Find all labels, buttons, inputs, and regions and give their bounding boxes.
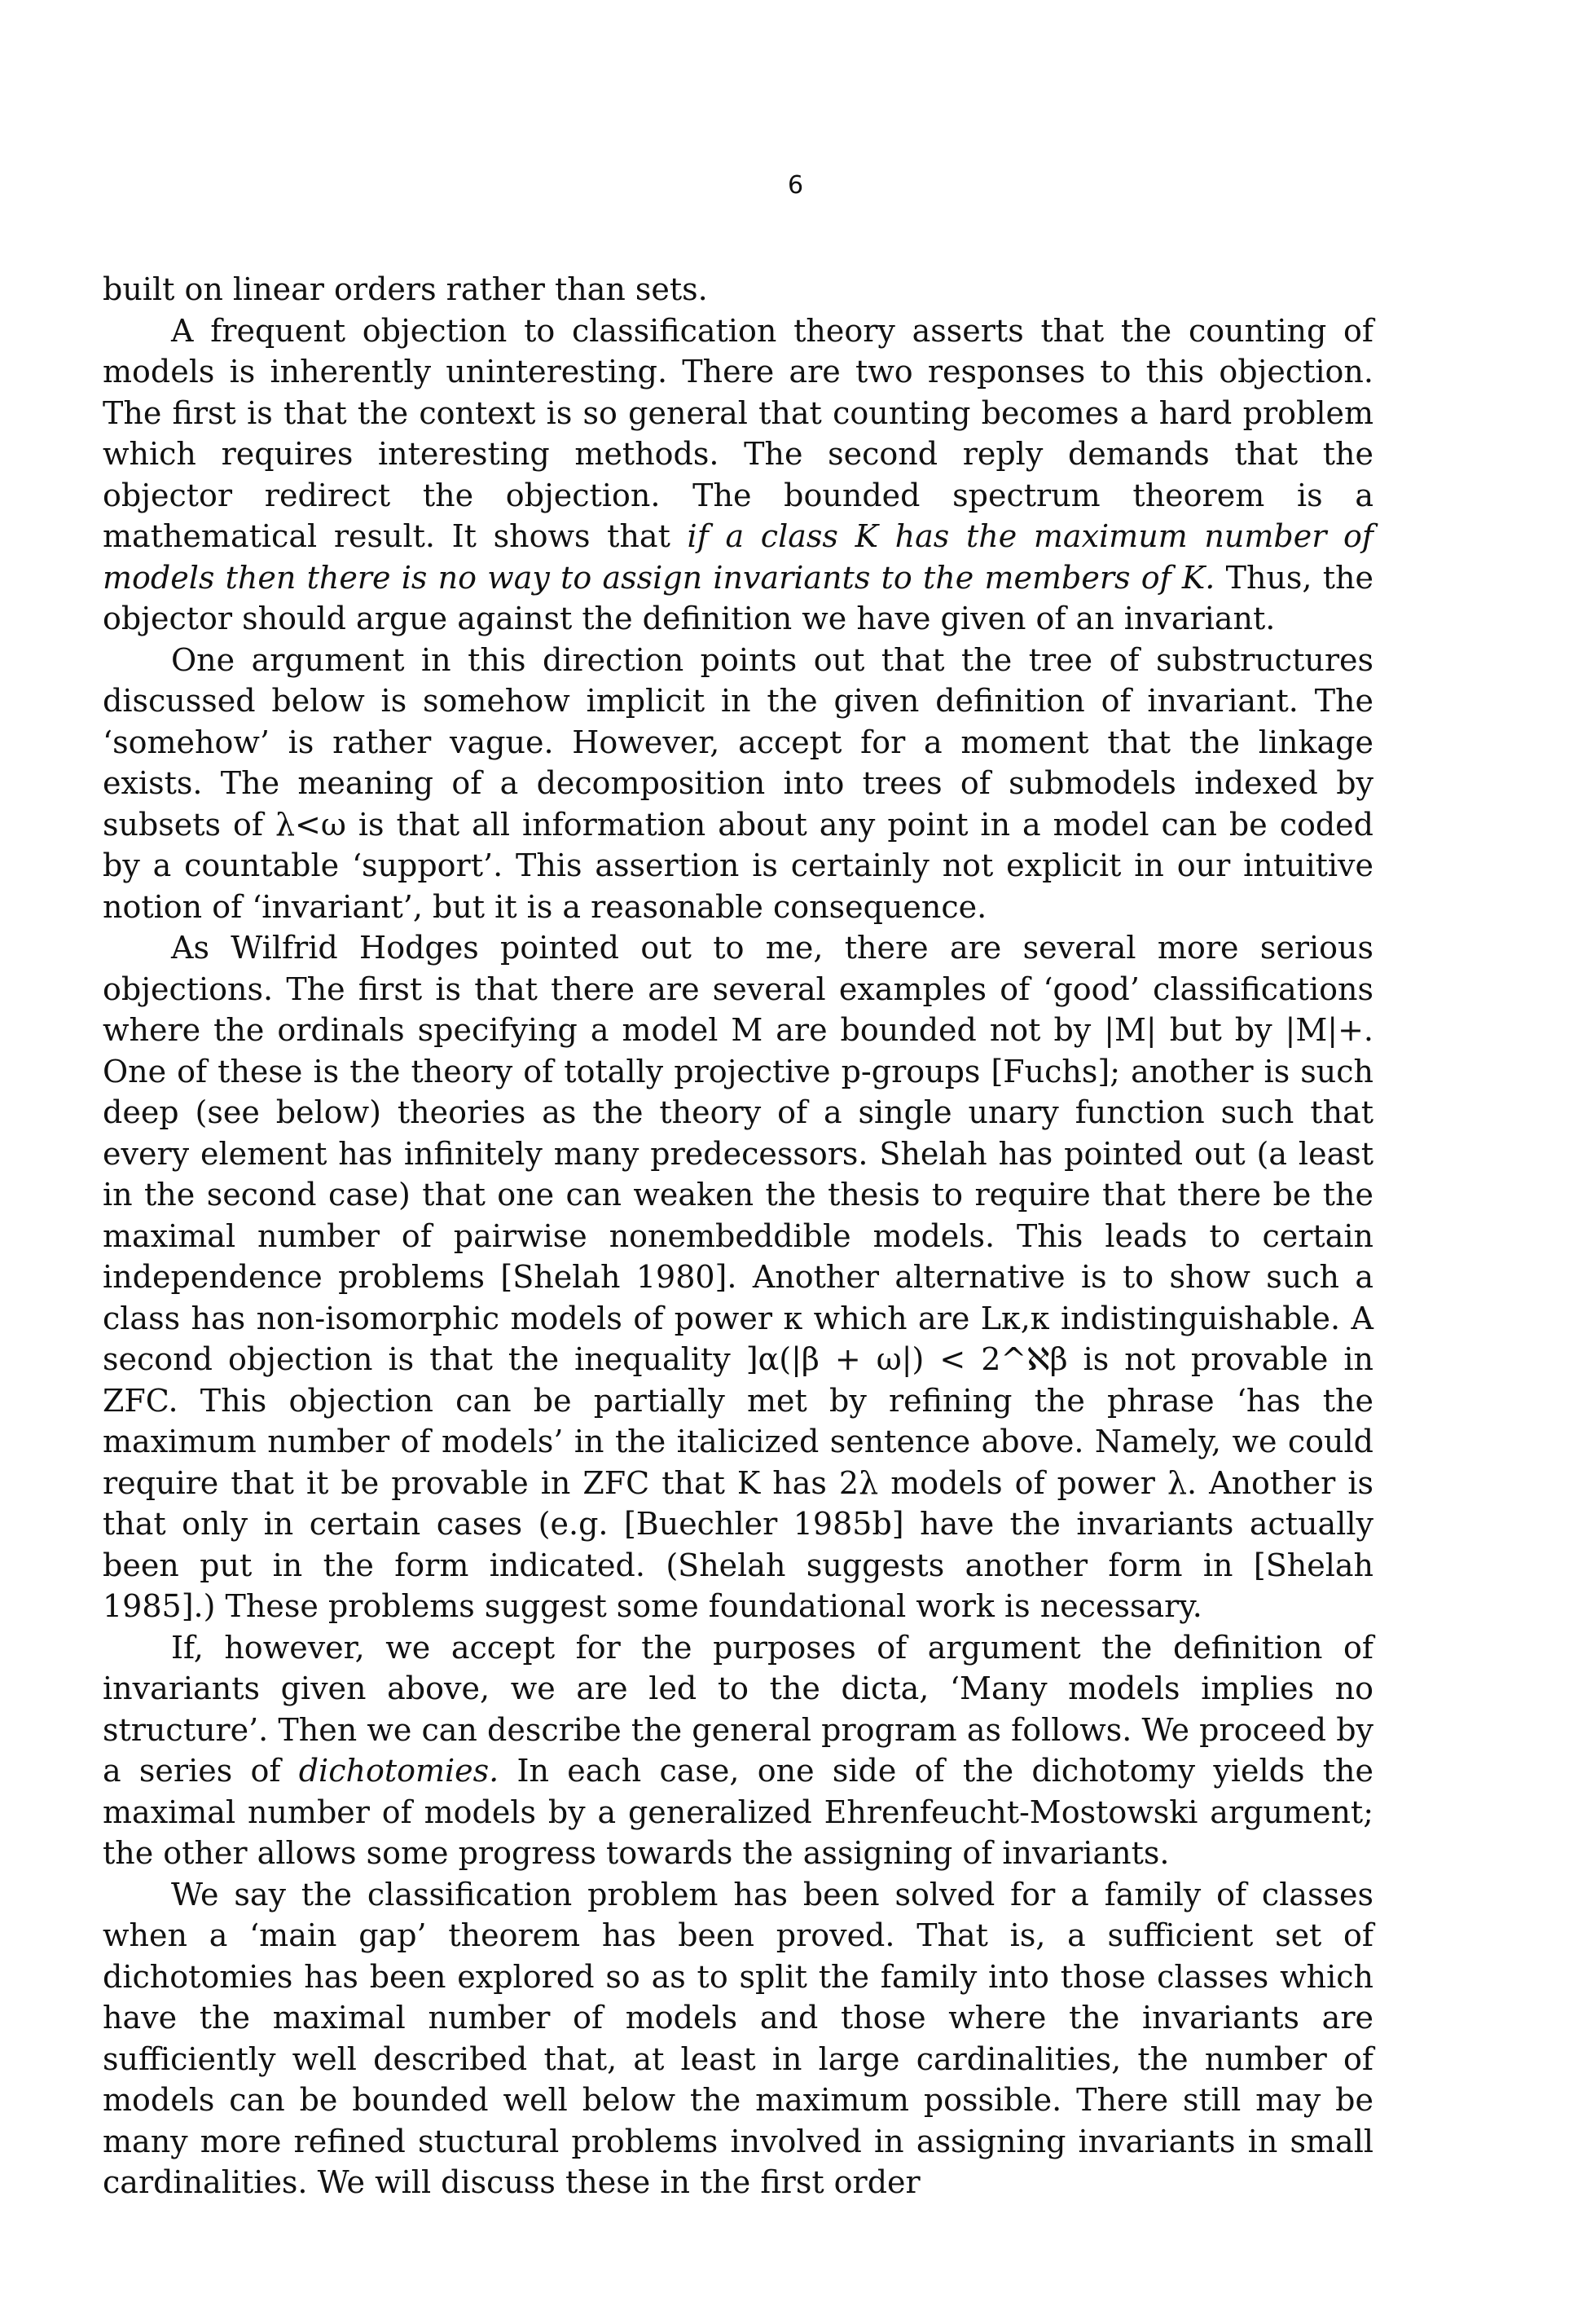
page-body xyxy=(103,269,1373,2203)
paragraph-1: built on linear orders rather than sets. xyxy=(103,271,708,307)
paragraph-6: We say the classification problem has been solved for a family of classes when a ‘main gap’ theorem has been proved. That is, a sufficient set of dichotomies has been explored so as to split the family into those classes which have the maximal number of models and those where the invariants are sufficiently well described that, at least in large cardinalities, the number of models can be bounded well below the maximum possible. There still may be many more refined stuctural problems involved in assigning invariants in small cardinalities. We will discuss these in the first order xyxy=(103,1876,1373,2200)
paragraph-4: As Wilfrid Hodges pointed out to me, there are several more serious objections. The first is that there are several examples of ‘good’ classifications where the ordinals specifying a model M are bounded not by |M| but by |M|+. One of these is the theory of totally projective p-groups [Fuchs]; another is such deep (see below) theories as the theory of a single unary function such that every element has infinitely many predecessors. Shelah has pointed out (a least in the second case) that one can weaken the thesis to require that there be the maximal number of pairwise nonembeddible models. This leads to certain independence problems [Shelah 1980]. Another alternative is to show such a class has non-isomorphic models of power κ which are Lκ,κ indistinguishable. A second objection is that the inequality ]α(|β + ω|) < 2^ℵβ is not provable in ZFC. This objection can be partially met by refining the phrase ‘has the maximum number of models’ in the italicized sentence above. Namely, we could require that it be provable in ZFC that K has 2λ models of power λ. Another is that only in certain cases (e.g. [Buechler 1985b] have the invariants actually been put in the form indicated. (Shelah suggests another form in [Shelah 1985].) These problems suggest some foundational work is necessary. xyxy=(103,930,1373,1624)
paragraph-5-text-start: If, however, we accept for the purposes of argument the definition of invariants given above, we are led to the dicta, ‘Many models implies no structure’. Then we can describe the general program as follows. We proceed by a series of xyxy=(103,1629,1373,1789)
paragraph-5-text-end: In each case, one side of the dichotomy yields the maximal number of models by a generalized Ehrenfeucht-Mostowski argument; the other allows some progress towards the assigning of invariants. xyxy=(103,1753,1373,1871)
paragraph-2 xyxy=(103,310,1373,640)
paragraph-5 xyxy=(103,1627,1373,1874)
paragraph-2-text-start: A frequent objection to classification theory asserts that the counting of models is inherently uninteresting. There are two responses to this objection. The first is that the context is so general that counting becomes a hard problem which requires interesting methods. The second reply demands that the objector redirect the objection. The bounded spectrum theorem is a mathematical result. It shows that xyxy=(103,312,1373,554)
paragraph-2-italic-sentence: if a class K has the maximum number of models then there is no way to assign invariants to the members of K. xyxy=(103,518,1373,596)
paragraph-3: One argument in this direction points out that the tree of substructures discussed below is somehow implicit in the given definition of invariant. The ‘somehow’ is rather vague. However, accept for a moment that the linkage exists. The meaning of a decomposition into trees of submodels indexed by subsets of λ<ω is that all information about any point in a model can be coded by a countable ‘support’. This assertion is certainly not explicit in our intuitive notion of ‘invariant’, but it is a reasonable consequence. xyxy=(103,641,1373,925)
page-number: 6 xyxy=(787,171,804,200)
paragraph-2-text-end: Thus, the objector should argue against the definition we have given of an invariant. xyxy=(103,559,1373,636)
paragraph-5-italic-term: dichotomies. xyxy=(298,1753,499,1789)
